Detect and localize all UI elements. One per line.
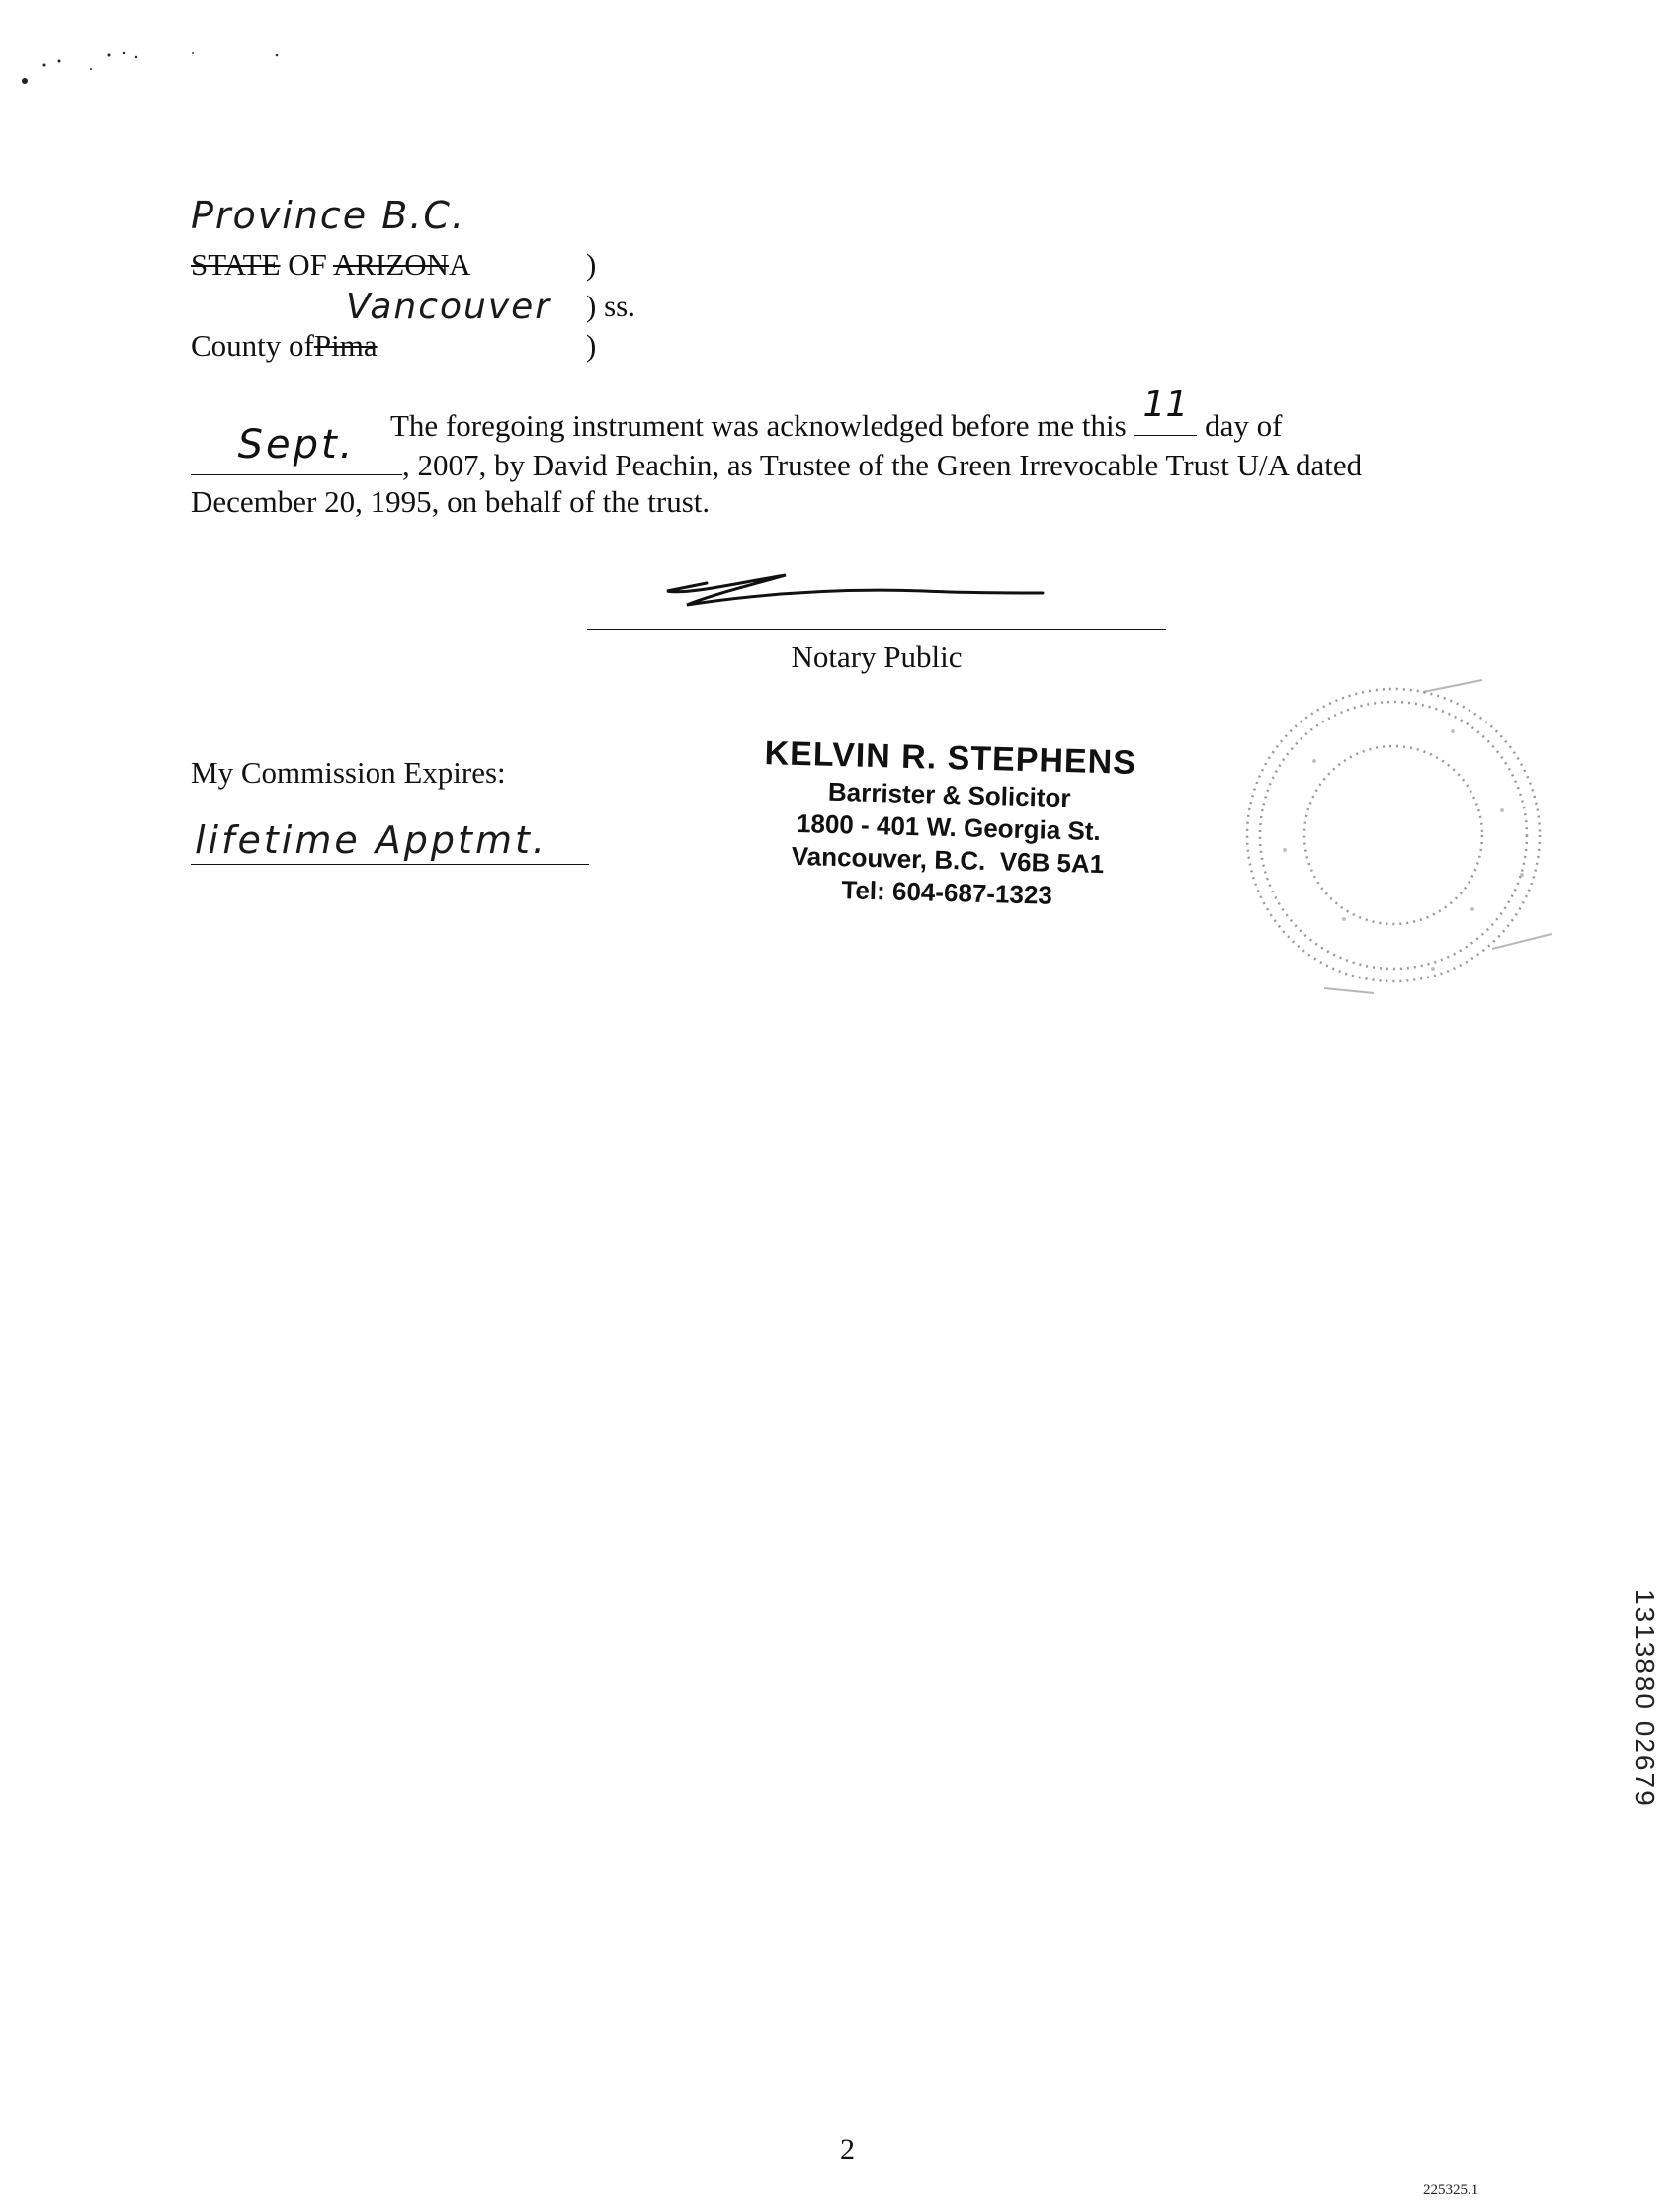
commission-line [191, 864, 589, 865]
day-blank [1134, 384, 1197, 436]
month-blank [191, 422, 402, 475]
county-line [191, 330, 378, 361]
state-struck: STATE [191, 247, 281, 282]
ss-mark: ) ss. [586, 289, 635, 323]
ack-line-3: December 20, 1995, on behalf of the trust. [191, 484, 711, 519]
handwritten-province: Province B.C. [191, 194, 466, 237]
month-value: Sept. [237, 422, 356, 467]
arizona-tail: A [449, 247, 471, 282]
arizona-struck: ARIZON [332, 247, 450, 282]
handwritten-county: Vancouver [346, 287, 552, 327]
page-number: 2 [840, 2133, 855, 2166]
ack-line-1 [390, 384, 1283, 443]
paren-1: ) [586, 247, 597, 282]
stamp-title: Barrister & Solicitor [827, 776, 1071, 813]
commission-label: My Commission Expires: [191, 755, 506, 790]
scan-specks [10, 40, 306, 89]
state-of: OF [288, 247, 327, 282]
stamp-tel: Tel: 604-687-1323 [841, 875, 1053, 910]
paren-3: ) [586, 328, 597, 363]
notary-signature [647, 563, 1062, 623]
lawyer-stamp [729, 733, 1168, 913]
notary-seal [1225, 652, 1571, 1008]
doc-id: 225325.1 [1423, 2182, 1479, 2198]
stamp-city: Vancouver, B.C. V6B 5A1 [791, 840, 1105, 880]
county-of: County of [191, 328, 314, 363]
stamp-address: 1800 - 401 W. Georgia St. [796, 807, 1102, 847]
stamp-name: KELVIN R. STEPHENS [764, 734, 1137, 782]
day-of: day of [1205, 408, 1283, 443]
notary-signature-line [587, 629, 1166, 630]
margin-number: 1313880 02679 [1630, 1589, 1660, 1808]
day-value: 11 [1142, 384, 1189, 425]
ack-text-1: The foregoing instrument was acknowledged before me this [390, 408, 1127, 443]
state-line [191, 249, 470, 280]
county-struck: Pima [313, 328, 378, 363]
ack-text-2: , 2007, by David Peachin, as Trustee of the Green Irrevocable Trust U/A dated [402, 448, 1363, 482]
notary-label: Notary Public [791, 639, 963, 674]
commission-value: lifetime Apptmt. [195, 818, 547, 862]
